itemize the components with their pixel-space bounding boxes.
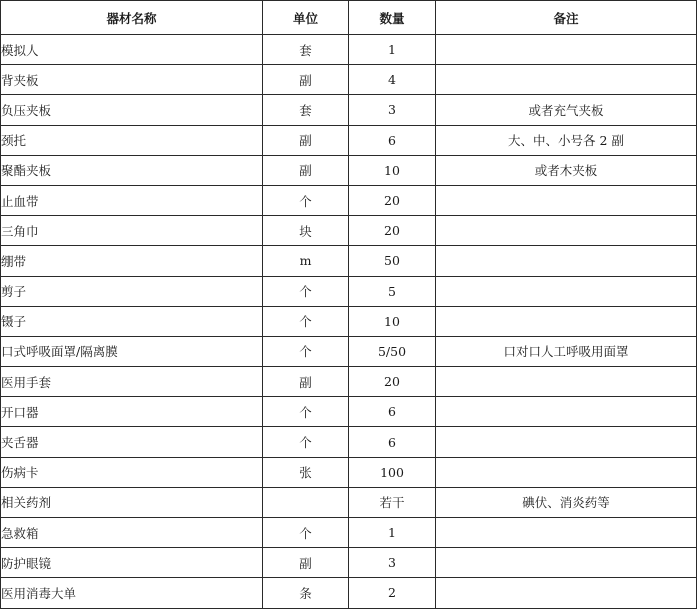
cell-remarks: [436, 306, 697, 336]
table-row: [1, 185, 697, 215]
cell-equipment-name: 背夹板: [1, 65, 263, 95]
cell-unit: 个: [263, 518, 349, 548]
cell-unit: 个: [263, 306, 349, 336]
table-row: [1, 518, 697, 548]
cell-quantity: 6: [349, 397, 436, 427]
cell-unit: [263, 487, 349, 517]
header-quantity: 数量: [349, 1, 436, 35]
table-row: [1, 397, 697, 427]
cell-unit: m: [263, 246, 349, 276]
cell-quantity: 若干: [349, 487, 436, 517]
cell-unit: 块: [263, 216, 349, 246]
cell-remarks: [436, 367, 697, 397]
cell-equipment-name: 口式呼吸面罩/隔离膜: [1, 336, 263, 366]
table-row: [1, 487, 697, 517]
cell-equipment-name: 模拟人: [1, 35, 263, 65]
table-row: [1, 276, 697, 306]
cell-remarks: [436, 35, 697, 65]
cell-equipment-name: 医用消毒大单: [1, 578, 263, 608]
cell-remarks: [436, 246, 697, 276]
cell-unit: 个: [263, 185, 349, 215]
cell-unit: 副: [263, 548, 349, 578]
cell-remarks: [436, 427, 697, 457]
cell-remarks: 大、中、小号各 2 副: [436, 125, 697, 155]
cell-remarks: [436, 518, 697, 548]
header-equipment-name: 器材名称: [1, 1, 263, 35]
cell-equipment-name: 夹舌器: [1, 427, 263, 457]
cell-remarks: [436, 185, 697, 215]
table-row: [1, 548, 697, 578]
cell-equipment-name: 负压夹板: [1, 95, 263, 125]
cell-unit: 条: [263, 578, 349, 608]
table-row: [1, 306, 697, 336]
table-row: [1, 95, 697, 125]
cell-remarks: [436, 216, 697, 246]
cell-unit: 个: [263, 397, 349, 427]
cell-quantity: 3: [349, 548, 436, 578]
cell-quantity: 5/50: [349, 336, 436, 366]
cell-unit: 套: [263, 35, 349, 65]
cell-remarks: [436, 397, 697, 427]
cell-equipment-name: 镊子: [1, 306, 263, 336]
cell-unit: 副: [263, 155, 349, 185]
table-row: [1, 216, 697, 246]
cell-quantity: 6: [349, 125, 436, 155]
cell-quantity: 1: [349, 518, 436, 548]
cell-equipment-name: 三角巾: [1, 216, 263, 246]
cell-equipment-name: 剪子: [1, 276, 263, 306]
cell-unit: 个: [263, 276, 349, 306]
table-row: [1, 246, 697, 276]
cell-quantity: 1: [349, 35, 436, 65]
cell-unit: 个: [263, 427, 349, 457]
cell-equipment-name: 急救箱: [1, 518, 263, 548]
cell-equipment-name: 相关药剂: [1, 487, 263, 517]
header-unit: 单位: [263, 1, 349, 35]
cell-equipment-name: 聚酯夹板: [1, 155, 263, 185]
cell-quantity: 6: [349, 427, 436, 457]
header-row: [1, 1, 697, 35]
cell-remarks: [436, 65, 697, 95]
cell-quantity: 5: [349, 276, 436, 306]
cell-equipment-name: 绷带: [1, 246, 263, 276]
cell-quantity: 50: [349, 246, 436, 276]
cell-quantity: 10: [349, 306, 436, 336]
cell-remarks: [436, 548, 697, 578]
cell-quantity: 2: [349, 578, 436, 608]
cell-equipment-name: 防护眼镜: [1, 548, 263, 578]
table-row: [1, 155, 697, 185]
cell-quantity: 20: [349, 367, 436, 397]
cell-unit: 个: [263, 336, 349, 366]
cell-unit: 副: [263, 65, 349, 95]
table-row: [1, 35, 697, 65]
cell-quantity: 20: [349, 185, 436, 215]
cell-unit: 张: [263, 457, 349, 487]
cell-remarks: 碘伏、消炎药等: [436, 487, 697, 517]
cell-unit: 套: [263, 95, 349, 125]
table-row: [1, 367, 697, 397]
table-row: [1, 427, 697, 457]
cell-equipment-name: 开口器: [1, 397, 263, 427]
cell-remarks: [436, 457, 697, 487]
cell-quantity: 20: [349, 216, 436, 246]
table-row: [1, 457, 697, 487]
cell-unit: 副: [263, 125, 349, 155]
cell-remarks: [436, 578, 697, 608]
cell-remarks: 口对口人工呼吸用面罩: [436, 336, 697, 366]
header-remarks: 备注: [436, 1, 697, 35]
table-row: [1, 125, 697, 155]
cell-remarks: [436, 276, 697, 306]
cell-equipment-name: 止血带: [1, 185, 263, 215]
cell-quantity: 100: [349, 457, 436, 487]
cell-quantity: 10: [349, 155, 436, 185]
table-row: [1, 65, 697, 95]
cell-quantity: 3: [349, 95, 436, 125]
cell-equipment-name: 颈托: [1, 125, 263, 155]
cell-quantity: 4: [349, 65, 436, 95]
table-row: [1, 336, 697, 366]
cell-unit: 副: [263, 367, 349, 397]
table-body: [1, 35, 697, 609]
cell-remarks: 或者木夹板: [436, 155, 697, 185]
table-row: [1, 578, 697, 608]
cell-equipment-name: 伤病卡: [1, 457, 263, 487]
cell-equipment-name: 医用手套: [1, 367, 263, 397]
cell-remarks: 或者充气夹板: [436, 95, 697, 125]
